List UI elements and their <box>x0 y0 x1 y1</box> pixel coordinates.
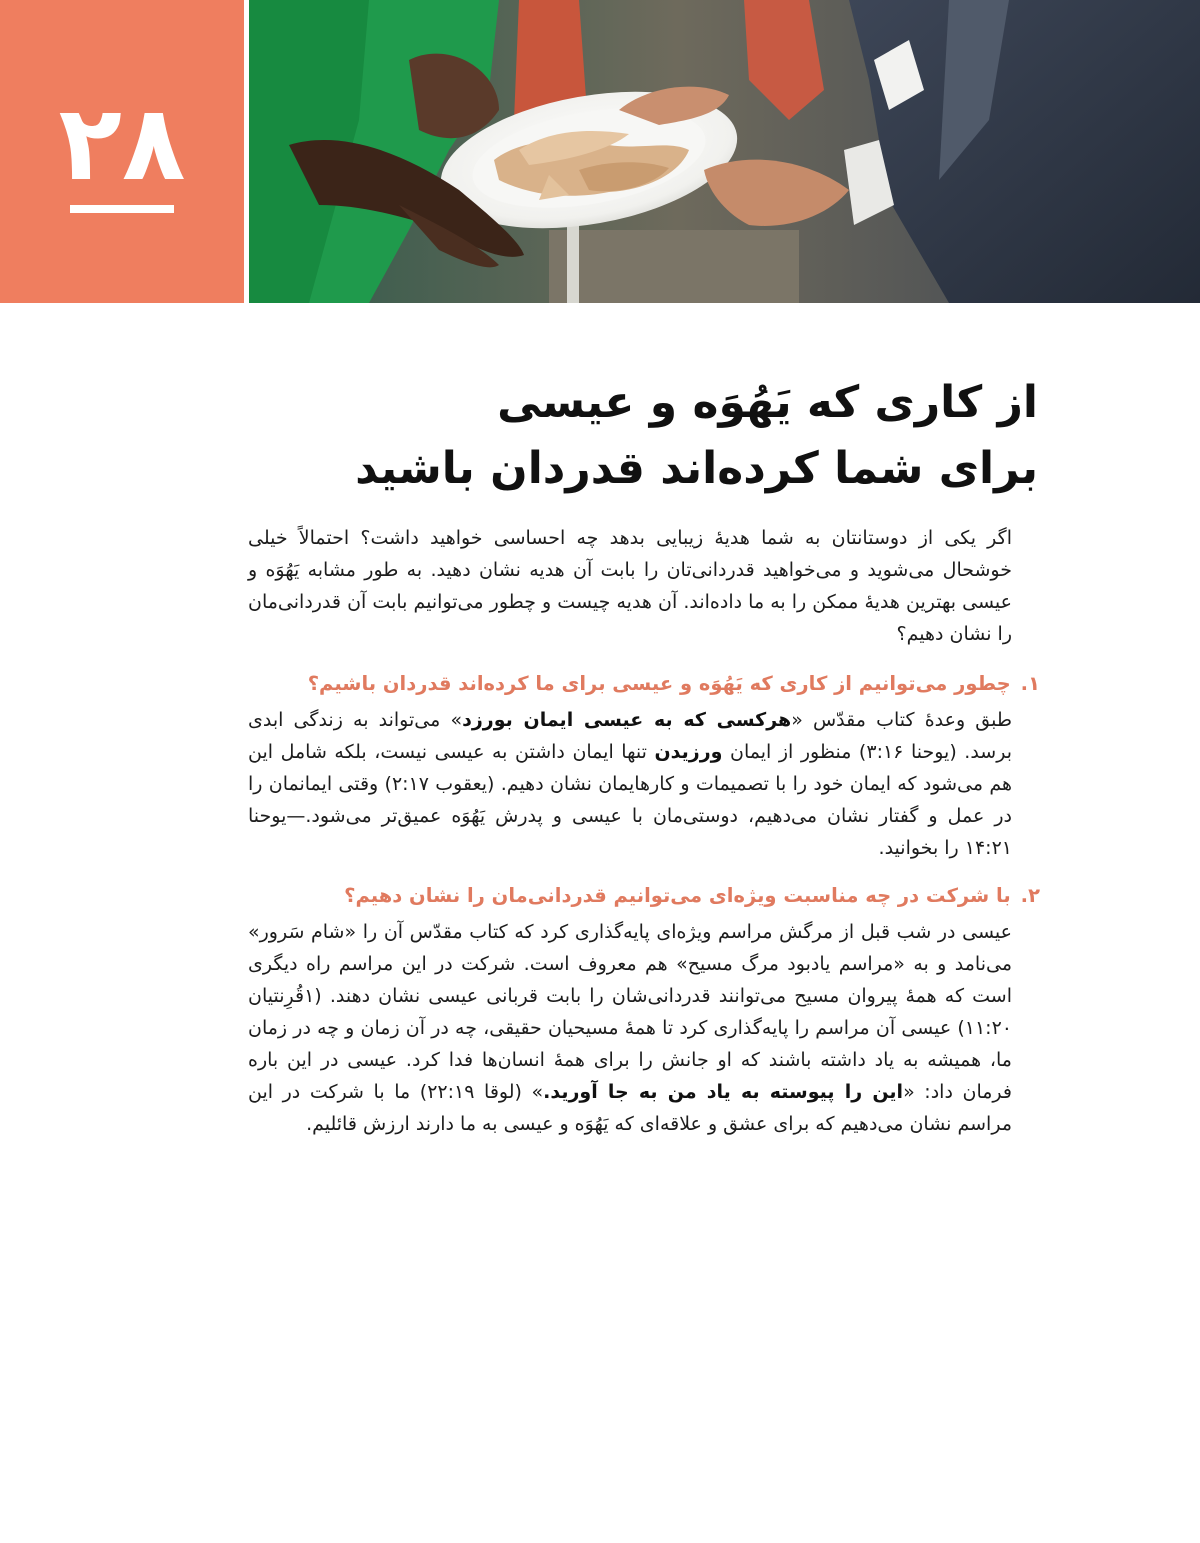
lesson-title-line-1: از کاری که یَهُوَه و عیسی <box>497 377 1038 428</box>
section-2-number: ۲. <box>1020 884 1040 907</box>
section-2-bold-quote: این را پیوسته به یاد من به جا آورید. <box>543 1081 904 1103</box>
hands-sharing-bread-plate-photo <box>249 0 1200 303</box>
section-1-heading <box>248 668 1040 700</box>
lesson-number-badge <box>0 0 244 303</box>
section-2-text-a: عیسی در شب قبل از مرگش مراسم ویژه‌ای پایه‌گذاری کرد که کتاب مقدّس آن را «شام سَرور» می‌نامد و به «مراسم یادبود مرگ مسیح» هم معروف است. شرکت در این مراسم راه دیگری است که همهٔ پیروان مسیح می‌توانند قدردانی‌شان را بابت قربانی عیسی نشان دهند. (۱قُرِنتیان ۱۱:۲۰) عیسی آن مراسم را پایه‌گذاری کرد تا همهٔ مسیحیان حقیقی، چه در آن زمان و چه در زمان ما، همیشه به یاد داشته باشند که او جانش را برای همهٔ انسان‌ها فدا کرد. عیسی در این باره فرمان داد: « <box>248 921 1012 1103</box>
intro-paragraph: اگر یکی از دوستانتان به شما هدیهٔ زیبایی بدهد چه احساسی خواهید داشت؟ احتمالاً خیلی خوشحال می‌شوید و می‌خواهید قدردانی‌تان را بابت آن هدیه نشان دهید. به طور مشابه یَهُوَه و عیسی بهترین هدیهٔ ممکن را به ما داده‌اند. آن هدیه چیست و چطور می‌توانیم بابت آن قدردانی‌مان را نشان دهیم؟ <box>248 527 1012 645</box>
lesson-title-line-2: برای شما کرده‌اند قدردان باشید <box>355 443 1038 494</box>
section-1-question: چطور می‌توانیم از کاری که یَهُوَه و عیسی برای ما کرده‌اند قدردان باشیم؟ <box>307 672 1011 695</box>
section-2-paragraph <box>248 916 1012 1140</box>
section-1-text-c: تنها ایمان داشتن به عیسی نیست، بلکه شامل این هم می‌شود که ایمان خود را با تصمیمات و کارهایمان نشان دهیم. (یعقوب ۲:۱۷) وقتی ایمانمان را در عمل و گفتار نشان می‌دهیم، دوستی‌مان با عیسی و پدرش یَهُوَه عمیق‌تر می‌شود.—یوحنا ۱۴:۲۱ را بخوانید. <box>248 741 1012 859</box>
lesson-content <box>248 522 1040 1156</box>
section-2-question: با شرکت در چه مناسبت ویژه‌ای می‌توانیم قدردانی‌مان را نشان دهیم؟ <box>344 884 1011 907</box>
page-header <box>0 0 1200 303</box>
section-1-paragraph <box>248 704 1012 864</box>
section-1-bold-word: ورزیدن <box>654 741 723 763</box>
section-2-heading <box>248 880 1040 912</box>
section-2-text-b: » (لوقا ۲۲:۱۹) ما با شرکت در این مراسم نشان می‌دهیم که برای عشق و علاقه‌ای که یَهُوَه و عیسی به ما دارند ارزش قائلیم. <box>248 1081 1012 1135</box>
section-1-bold-quote: هرکسی که به عیسی ایمان بورزد <box>462 709 792 731</box>
section-1-text-b: » می‌تواند به زندگی ابدی برسد. (یوحنا ۳:۱۶) منظور از ایمان <box>248 709 1013 763</box>
lesson-number-underline <box>70 205 174 213</box>
lesson-number: ۲۸ <box>58 82 186 204</box>
section-1-text-a: طبق وعدهٔ کتاب مقدّس « <box>791 709 1012 731</box>
section-1-number: ۱. <box>1020 672 1040 695</box>
lesson-title <box>238 370 1038 502</box>
